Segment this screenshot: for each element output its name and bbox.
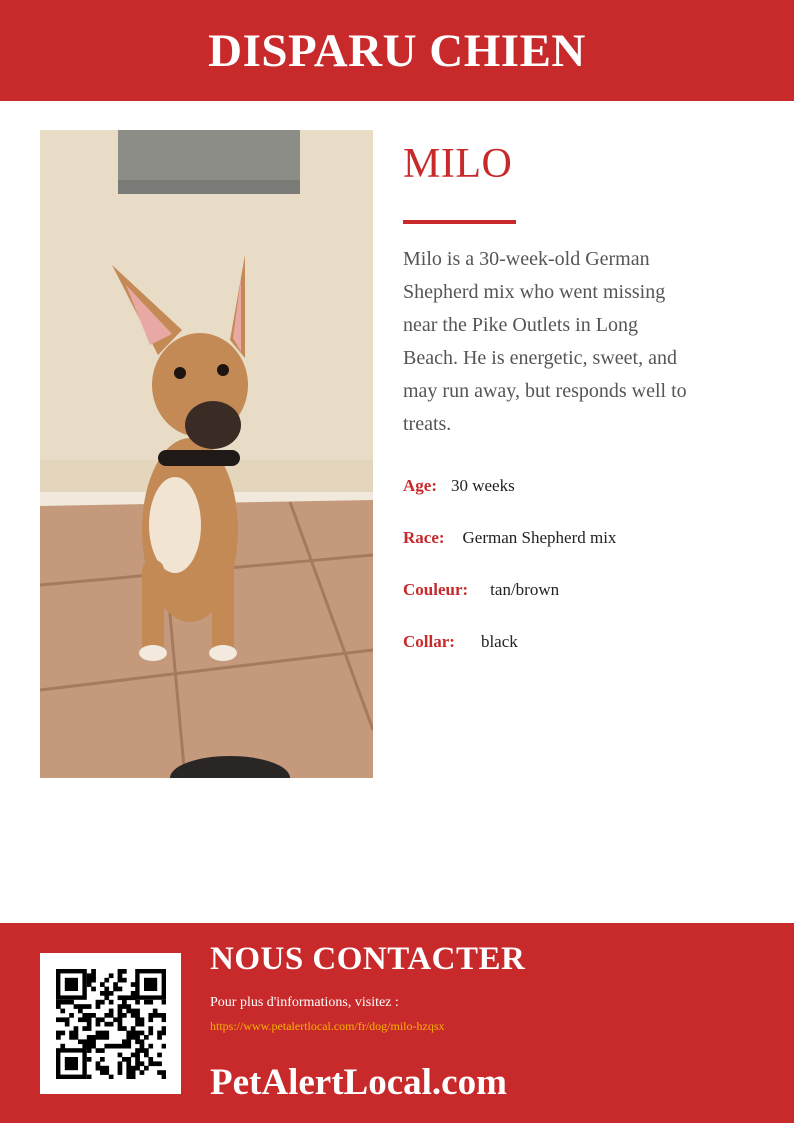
fact-value: tan/brown	[490, 580, 560, 599]
contact-title: NOUS CONTACTER	[210, 941, 526, 977]
fact-label: Collar:	[403, 632, 455, 651]
pet-facts	[403, 460, 763, 668]
qr-code-icon[interactable]	[40, 953, 181, 1094]
contact-footer	[0, 923, 794, 1123]
site-name: PetAlertLocal.com	[210, 1062, 507, 1103]
dog-photo	[40, 130, 373, 778]
fact-row-age	[403, 460, 763, 512]
title-divider	[403, 220, 516, 224]
pet-name: MILO	[403, 141, 513, 187]
fact-row-race	[403, 512, 763, 564]
fact-label: Race:	[403, 528, 445, 547]
header-banner	[0, 0, 794, 101]
fact-label: Couleur:	[403, 580, 469, 599]
fact-value: German Shepherd mix	[462, 528, 617, 547]
info-text: Pour plus d'informations, visitez :	[210, 995, 399, 1010]
fact-value: 30 weeks	[450, 476, 515, 495]
fact-row-color	[403, 564, 763, 616]
pet-page-link[interactable]: https://www.petalertlocal.com/fr/dog/milo-hzqsx	[210, 1019, 445, 1033]
fact-value: black	[480, 632, 518, 651]
pet-description: Milo is a 30-week-old German Shepherd mix who went missing near the Pike Outlets in Long Beach. He is energetic, sweet, and may run away, but responds well to treats.	[403, 248, 687, 435]
fact-label: Age:	[403, 476, 437, 495]
fact-row-collar	[403, 616, 763, 668]
page-title: DISPARU CHIEN	[208, 24, 586, 77]
